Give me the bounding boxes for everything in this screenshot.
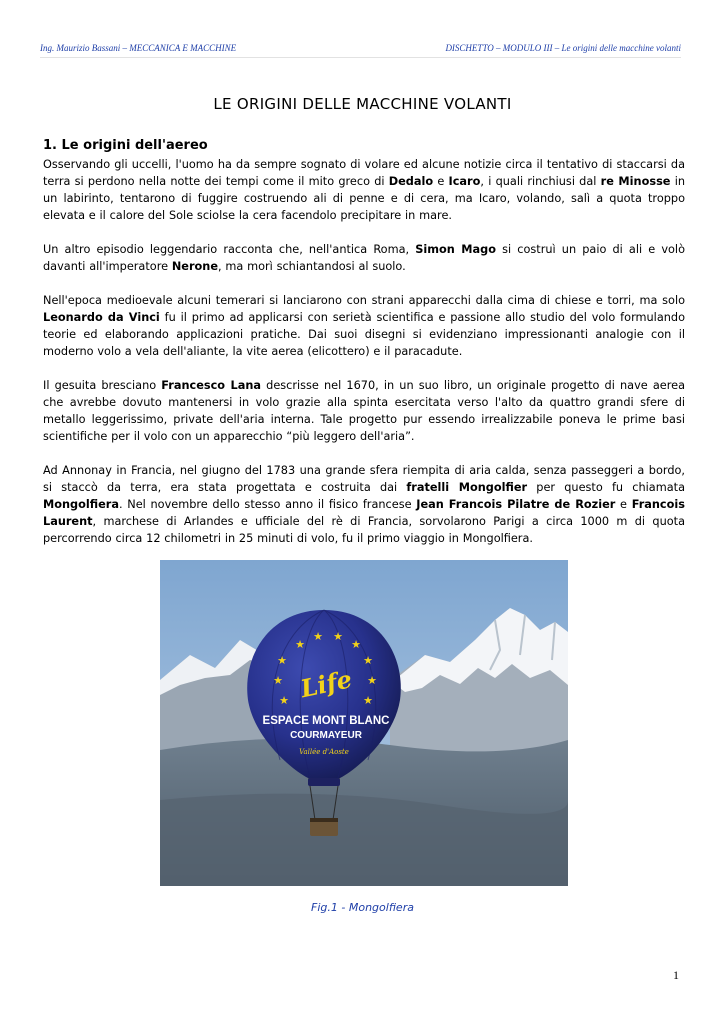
paragraph-simon-mago (43, 241, 685, 275)
paragraph-francesco-lana (43, 377, 685, 445)
name-fratelli-mongolfier: fratelli Mongolfier (406, 481, 528, 495)
header-left: Ing. Maurizio Bassani – MECCANICA E MACCHINE (40, 43, 237, 53)
balloon-text-line2: COURMAYEUR (290, 730, 362, 741)
section-number: 1. (43, 138, 57, 153)
name-re-minosse: re Minosse (600, 175, 671, 189)
text-run: in un labirinto, tentarono di fuggire costruendo ali di penne e di cera, ma Icaro, volando, salì a quota troppo elevata e il calore del Sole sciolse la cera facendolo precipitare in mare. (43, 175, 685, 223)
text-run: descrisse nel 1670, in un suo libro, un originale progetto di nave aerea che avrebbe dovuto mantenersi in volo grazie alla spinta esercitata verso l'alto da quattro grandi sfere di metallo leggerissimo, private dell'aria interna. Tale progetto pur essendo irrealizzabile poneva le prime basi scientifiche per il volo con un apparecchio “più leggero dell'aria”. (43, 379, 685, 444)
name-dedalo: Dedalo (388, 175, 434, 189)
document-title: LE ORIGINI DELLE MACCHINE VOLANTI (213, 95, 512, 113)
name-nerone: Nerone (171, 260, 218, 274)
name-mongolfiera: Mongolfiera (43, 498, 119, 512)
svg-text:★: ★ (363, 694, 373, 707)
svg-text:★: ★ (313, 630, 323, 643)
paragraph-leonardo (43, 292, 685, 360)
text-run: fu il primo ad applicarsi con serietà scientifica e passione allo studio del volo formulando teorie ed elaborando applicazioni pratiche. Dai suoi disegni si evidenziano impressionanti analogie con il moderno volo a vela dell'aliante, la vite aerea (elicottero) e il paracadute. (43, 311, 685, 359)
name-francois-laurent: Francois Laurent (43, 498, 685, 529)
balloon-text-line3: Vallée d'Aoste (299, 748, 349, 756)
name-francesco-lana: Francesco Lana (161, 379, 262, 392)
text-run: e (433, 175, 449, 189)
text-run: per questo fu chiamata (527, 481, 685, 495)
svg-text:★: ★ (351, 638, 361, 651)
name-leonardo-da-vinci: Leonardo da Vinci (43, 311, 160, 325)
balloon-text-line1: ESPACE MONT BLANC (262, 715, 390, 727)
svg-text:★: ★ (273, 674, 283, 687)
text-run: , marchese di Arlandes e ufficiale del rè di Francia, sorvolarono Parigi a circa 1000 m di quota percorrendo circa 12 chilometri in 25 minuti di volo, fu il primo viaggio in Mongolfiera. (43, 515, 685, 546)
svg-text:★: ★ (363, 654, 373, 667)
text-run: e (615, 498, 632, 512)
name-icaro: Icaro (448, 175, 481, 189)
svg-text:★: ★ (279, 694, 289, 707)
figure-caption: Fig.1 - Mongolfiera (311, 901, 414, 914)
page-number: 1 (673, 968, 679, 982)
balloon-logo-text: Life (297, 664, 355, 704)
text-run: Nell'epoca medioevale alcuni temerari si lanciarono con strani apparecchi dalla cima di chiese e torri, ma solo (43, 294, 685, 307)
text-run: . Nel novembre dello stesso anno il fisico francese (119, 498, 417, 512)
paragraph-dedalo-icaro (43, 156, 685, 224)
running-header (40, 42, 681, 54)
text-run: Ad Annonay in Francia, nel giugno del 1783 una grande sfera riempita di aria calda, senza passeggeri a bordo, si staccò da terra, era stata progettata e costruita dai (43, 464, 685, 495)
text-run: si costruì un paio di ali e volò davanti all'imperatore (43, 243, 685, 274)
figure-mongolfiera-photo (160, 560, 568, 886)
paragraph-mongolfier (43, 462, 685, 547)
balloon-photo (160, 560, 568, 886)
section-title: Le origini dell'aereo (61, 138, 208, 153)
text-run: , ma morì schiantandosi al suolo. (218, 260, 406, 274)
section-heading (43, 138, 208, 153)
text-run: , i quali rinchiusi dal (480, 175, 601, 189)
svg-text:★: ★ (295, 638, 305, 651)
text-run: Un altro episodio leggendario racconta che, nell'antica Roma, (43, 243, 416, 256)
svg-text:★: ★ (333, 630, 343, 643)
text-run: Osservando gli uccelli, l'uomo ha da sempre sognato di volare ed alcune notizie circa il tentativo di staccarsi da terra si perdono nella notte dei tempi come il mito greco di (43, 158, 685, 189)
text-run: Il gesuita bresciano (43, 379, 162, 392)
svg-text:★: ★ (277, 654, 287, 667)
header-divider (40, 57, 681, 58)
name-simon-mago: Simon Mago (415, 243, 496, 256)
name-pilatre-de-rozier: Jean Francois Pilatre de Rozier (416, 498, 616, 512)
header-right: DISCHETTO – MODULO III – Le origini delle macchine volanti (445, 43, 681, 53)
svg-text:★: ★ (367, 674, 377, 687)
